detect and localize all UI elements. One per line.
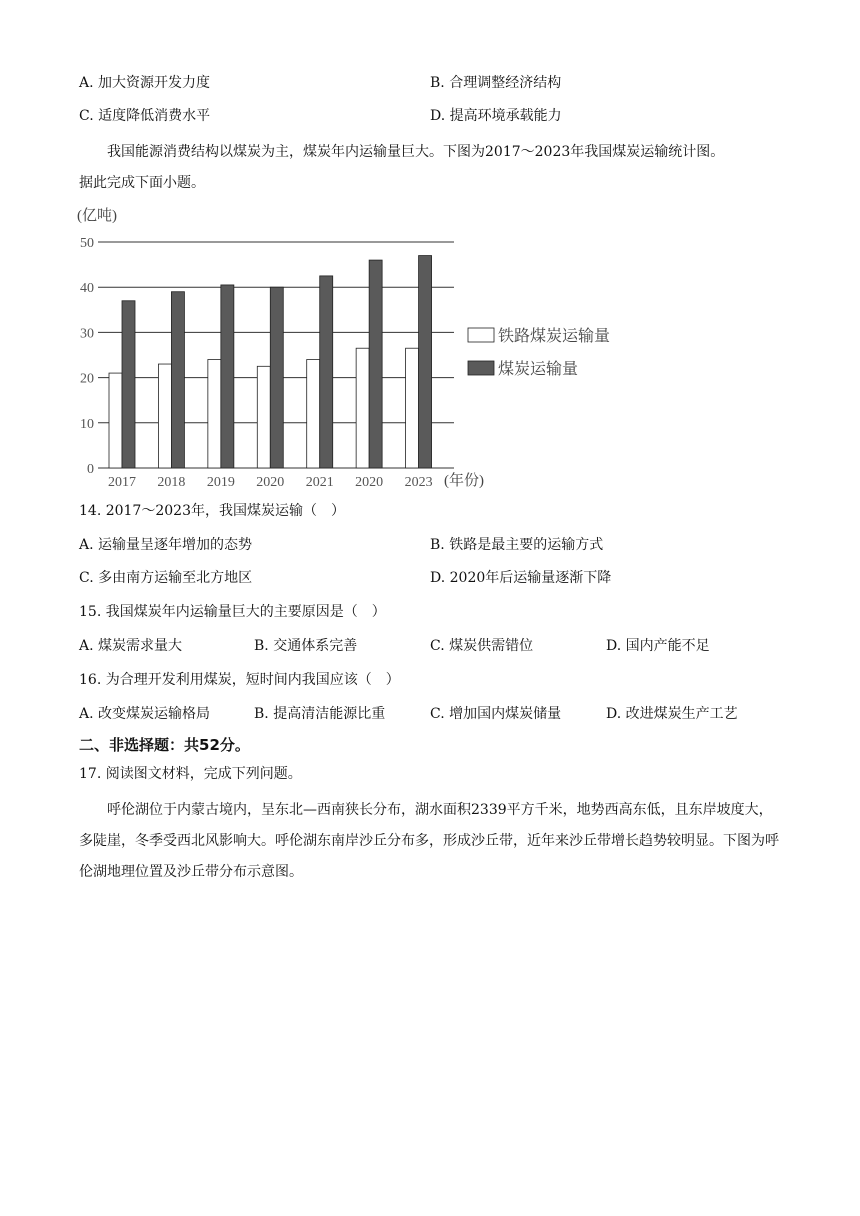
q15-option-c[interactable]: C. 煤炭供需错位 [430, 638, 534, 654]
legend-label: 铁路煤炭运输量 [498, 328, 611, 345]
q16-stem: 16. 为合理开发利用煤炭，短时间内我国应该（ ） [79, 672, 400, 688]
y-tick-label: 50 [80, 236, 94, 251]
intro-line-2: 据此完成下面小题。 [79, 175, 205, 191]
option-c: C. 适度降低消费水平 [79, 108, 211, 124]
bar-total [320, 276, 333, 468]
q14-stem: 14. 2017～2023年，我国煤炭运输（ ） [79, 503, 345, 519]
q14-option-b[interactable]: B. 铁路是最主要的运输方式 [430, 537, 604, 553]
bar-rail [406, 348, 419, 468]
bar-total [270, 287, 283, 468]
x-tick-label: 2020 [355, 475, 384, 490]
bar-total [221, 285, 234, 468]
q16-options-row [79, 703, 800, 725]
q14-options-row-1 [79, 534, 800, 556]
section-title: 二、非选择题：共52分。 [79, 736, 250, 754]
bar-total [419, 256, 432, 468]
chart-ylabel: (亿吨) [77, 208, 117, 224]
y-tick-label: 0 [87, 462, 94, 477]
q17-text: 呼伦湖位于内蒙古境内，呈东北—西南狭长分布，湖水面积2339平方千米，地势西高东低，且东岸坡度大，多陡崖，冬季受西北风影响大。呼伦湖东南岸沙丘分布多，形成沙丘带，近年来沙丘带增长趋势较明显。下图为呼伦湖地理位置及沙丘带分布示意图。 [79, 802, 779, 880]
q16-option-a[interactable]: A. 改变煤炭运输格局 [79, 706, 211, 722]
q14-option-c[interactable]: C. 多由南方运输至北方地区 [79, 570, 253, 586]
x-tick-label: 2021 [305, 475, 334, 490]
q17-stem: 17. 阅读图文材料，完成下列问题。 [79, 766, 302, 782]
coal-transport-chart [72, 200, 652, 495]
legend-swatch [468, 328, 494, 342]
bar-total [369, 260, 382, 468]
q16-option-c[interactable]: C. 增加国内煤炭储量 [430, 706, 562, 722]
x-tick-label: 2018 [157, 475, 186, 490]
x-tick-label: 2019 [206, 475, 235, 490]
option-a: A. 加大资源开发力度 [79, 75, 211, 91]
q15-stem: 15. 我国煤炭年内运输量巨大的主要原因是（ ） [79, 604, 386, 620]
chart-legend [468, 327, 610, 378]
prev-options-row-2 [79, 105, 800, 127]
x-tick-label: 2017 [108, 475, 136, 490]
bar-rail [109, 373, 122, 468]
q14-option-d[interactable]: D. 2020年后运输量逐渐下降 [430, 570, 612, 586]
bar-rail [257, 366, 270, 468]
x-tick-label: 2020 [256, 475, 285, 490]
intro-paragraph [79, 137, 779, 199]
q16-option-d[interactable]: D. 改进煤炭生产工艺 [606, 706, 738, 722]
q14-option-a[interactable]: A. 运输量呈逐年增加的态势 [79, 537, 253, 553]
legend-label: 煤炭运输量 [498, 361, 579, 378]
y-tick-label: 30 [80, 326, 94, 342]
q17-paragraph [79, 795, 779, 888]
legend-swatch [468, 361, 494, 375]
bar-rail [158, 364, 171, 468]
bar-total [122, 301, 135, 468]
intro-line-1: 我国能源消费结构以煤炭为主，煤炭年内运输量巨大。下图为2017～2023年我国煤炭运输统计图。 [107, 144, 725, 160]
bar-rail [307, 360, 320, 468]
q15-options-row [79, 635, 800, 657]
q16-option-b[interactable]: B. 提高清洁能源比重 [254, 706, 386, 722]
x-tick-label: 2023 [404, 475, 433, 490]
bar-rail [208, 360, 221, 468]
prev-options-row-1 [79, 72, 800, 94]
chart-xlabel: (年份) [444, 473, 484, 489]
q15-option-a[interactable]: A. 煤炭需求量大 [79, 638, 183, 654]
q15-option-b[interactable]: B. 交通体系完善 [254, 638, 358, 654]
q14-options-row-2 [79, 567, 800, 589]
option-d: D. 提高环境承载能力 [430, 108, 562, 124]
y-tick-label: 10 [80, 416, 94, 432]
bar-total [171, 292, 184, 468]
bar-rail [356, 348, 369, 468]
y-tick-label: 20 [80, 371, 94, 387]
y-tick-label: 40 [80, 281, 94, 297]
option-b: B. 合理调整经济结构 [430, 75, 562, 91]
q15-option-d[interactable]: D. 国内产能不足 [606, 638, 710, 654]
